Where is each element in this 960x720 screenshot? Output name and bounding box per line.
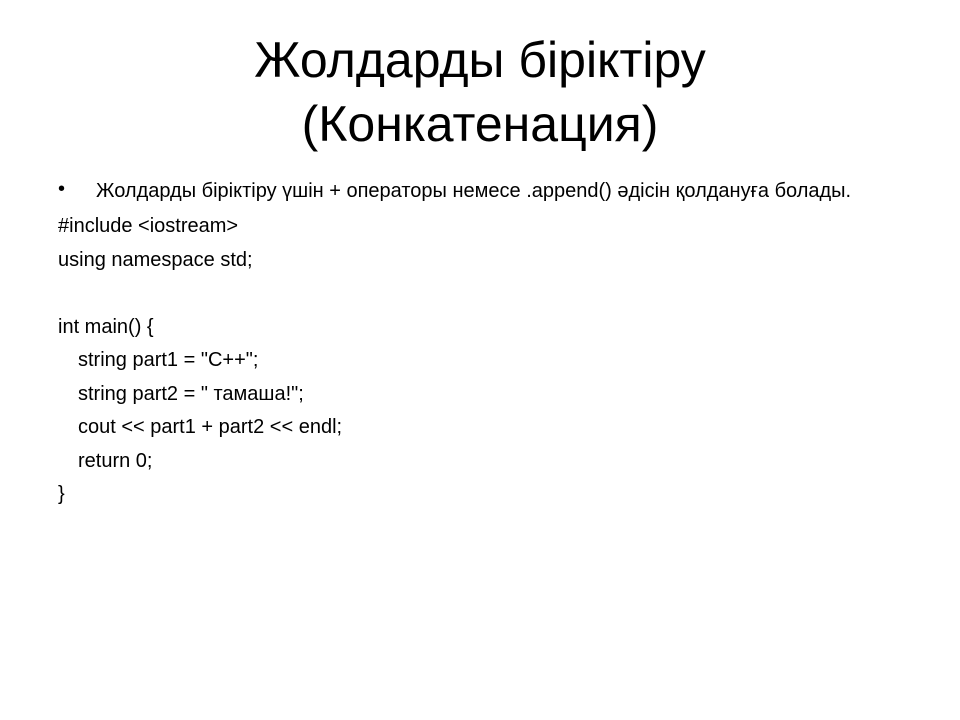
slide-body [58,176,918,512]
code-block [58,210,918,512]
code-line-9: } [58,483,65,505]
code-line-4: int main() { [58,315,154,338]
code-line-5: string part1 = "C++"; [78,349,259,371]
code-line-6: string part2 = " тамаша!"; [78,382,304,405]
slide-title-line-2: (Конкатенация) [301,96,659,152]
bullet-dot-icon: • [58,178,66,200]
bullet-text: Жолдарды біріктіру үшін + операторы немесе .append() әдісін қолдануға болады. [96,180,852,202]
slide-title [0,28,960,156]
code-line-1: #include <iostream> [58,215,239,237]
bullet-item [58,176,918,206]
code-line-8: return 0; [78,449,153,472]
slide-title-line-1: Жолдарды біріктіру [254,32,706,88]
code-line-3 [58,277,918,311]
code-line-2: using namespace std; [58,248,253,271]
code-line-7: cout << part1 + part2 << endl; [78,416,343,438]
